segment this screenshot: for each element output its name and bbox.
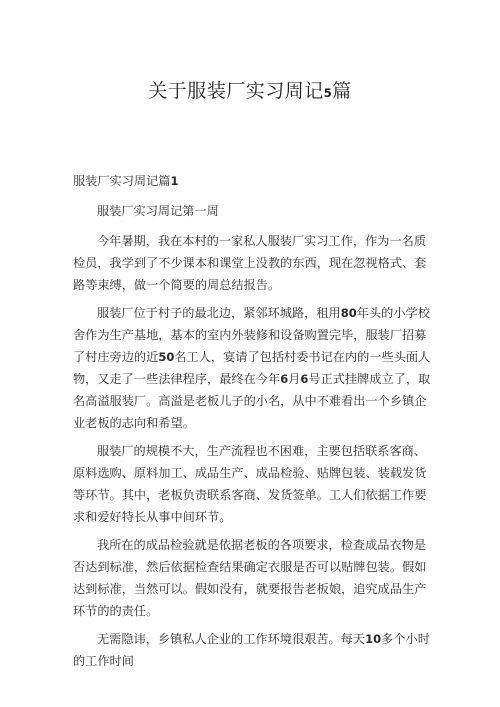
document-body: [73, 170, 435, 678]
paragraph: 我所在的成品检验就是依据老板的各项要求，检查成品衣物是否达到标准，然后依据检查结果确定衣服是否可以贴牌包装。假如达到标准，当然可以。假如没有，就要报告老板娘，追究成品生产环节的的责任。: [73, 538, 427, 618]
section-heading: 服装厂实习周记篇1: [73, 174, 179, 188]
document-title: 关于服装厂实习周记5篇: [148, 80, 352, 102]
paragraph: 服装厂位于村子的最北边，紧邻环城路，租用80年头的小学校舍作为生产基地，基本的室内外装修和设备购置完毕，服装厂招募了村庄旁边的近50名工人，宴请了包括村委书记在内的一些头面人物，又走了一些法律程序，最终在今年6月6号正式挂牌成立了，取名高溢服装厂。高溢是老板儿子的小名，从中不难看出一个乡镇企业老板的志向和希望。: [73, 306, 431, 430]
section-subheading: 服装厂实习周记第一周: [97, 204, 219, 218]
paragraph: 无需隐讳，乡镇私人企业的工作环境很艰苦。每天10多个小时的工作时间: [73, 632, 430, 668]
paragraph: 今年暑期，我在本村的一家私人服装厂实习工作，作为一名质检员，我学到了不少课本和课堂上没教的东西，现在忽视格式、套路等束缚，做一个简要的周总结报告。: [73, 234, 427, 292]
paragraph: 服装厂的规模不大，生产流程也不困难，主要包括联系客商、原料选购、原料加工、成品生产、成品检验、贴牌包装、装载发货等环节。其中，老板负责联系客商、发货签单。工人们依据工作要求和爱好特长从事中间环节。: [73, 444, 427, 524]
